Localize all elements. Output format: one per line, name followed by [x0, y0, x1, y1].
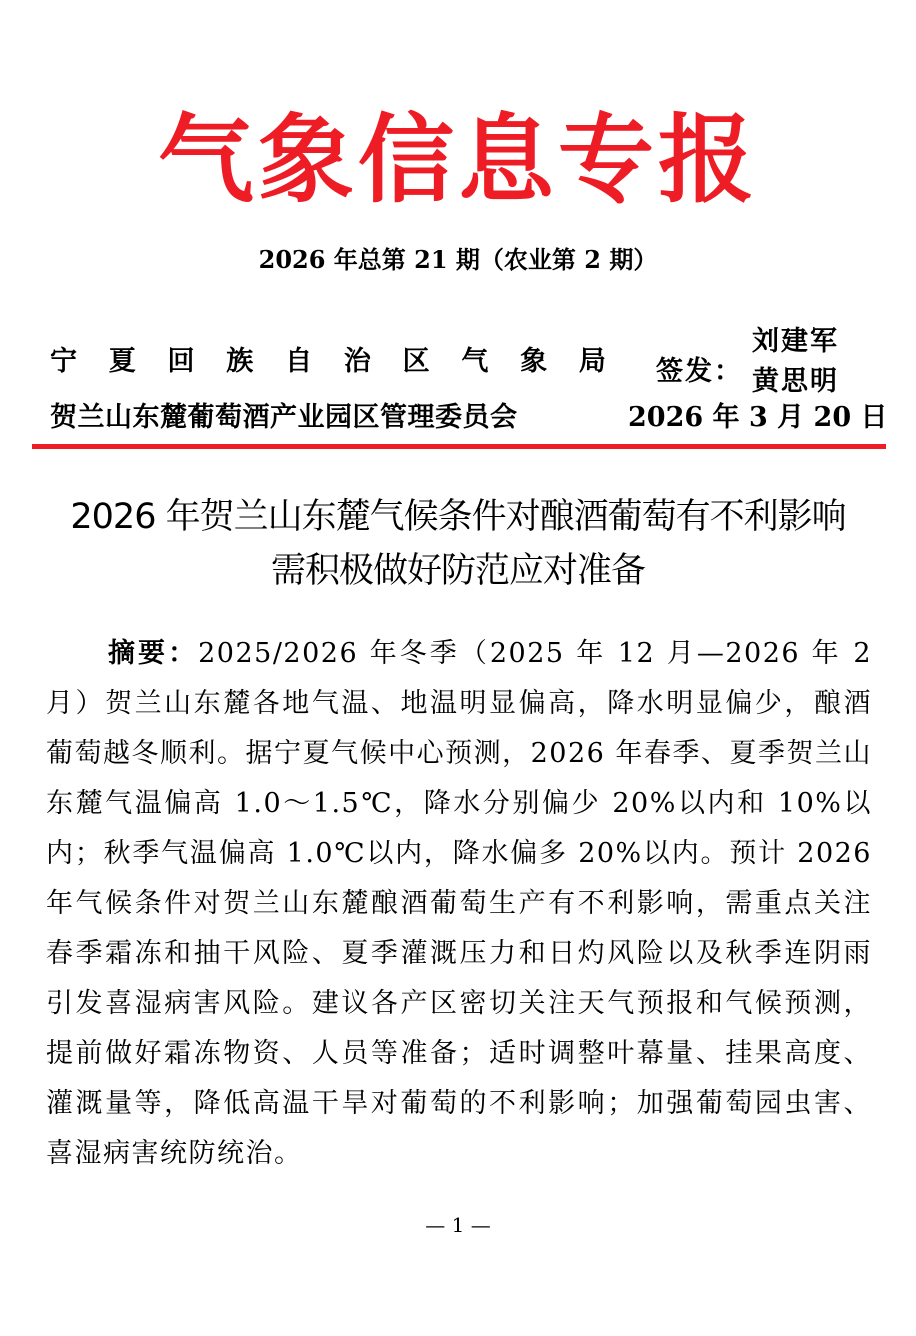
org-char: 自: [285, 346, 313, 377]
org-char: 族: [226, 346, 254, 377]
signer-name: 黄思明: [752, 366, 839, 397]
org-char: 宁: [50, 346, 77, 377]
article-title: [20, 490, 896, 598]
org-char: 区: [402, 346, 430, 377]
article-title-line: 需积极做好防范应对准备: [270, 551, 645, 591]
summary-paragraph: [46, 629, 872, 1179]
org-char: 象: [520, 346, 548, 377]
red-divider: [32, 444, 886, 449]
org-char: 局: [578, 346, 606, 377]
article-title-line: 2026 年贺兰山东麓气候条件对酿酒葡萄有不利影响: [70, 497, 846, 537]
signer-name: 刘建军: [752, 326, 839, 357]
page-number: — 1 —: [425, 1213, 491, 1237]
summary-label: 摘要：: [108, 638, 199, 669]
org-char: 夏: [108, 346, 136, 377]
issue-number: 2026 年总第 21 期（农业第 2 期）: [258, 245, 658, 274]
org-char: 回: [167, 346, 195, 377]
issuer-org-weather-bureau: [50, 342, 606, 382]
masthead-title: 气象信息专报: [158, 104, 758, 216]
issue-date: 2026 年 3 月 20 日: [628, 402, 888, 433]
issuer-org-wine-industry-committee: 贺兰山东麓葡萄酒产业园区管理委员会: [50, 402, 518, 433]
summary-text: 2025/2026 年冬季（2025 年 12 月—2026 年 2 月）贺兰山东麓各地气温、地温明显偏高，降水明显偏少，酿酒葡萄越冬顺利。据宁夏气候中心预测，2026 年春季、夏季贺兰山东麓气温偏高 1.0～1.5℃，降水分别偏少 20%以内和 10%以内；秋季气温偏高 1.0℃以内，降水偏多 20%以内。预计 2026 年气候条件对贺兰山东麓酿酒葡萄生产有不利影响，需重点关注春季霜冻和抽干风险、夏季灌溉压力和日灼风险以及秋季连阴雨引发喜湿病害风险。建议各产区密切关注天气预报和气候预测，提前做好霜冻物资、人员等准备；适时调整叶幕量、挂果高度、灌溉量等，降低高温干旱对葡萄的不利影响；加强葡萄园虫害、喜湿病害统防统治。: [46, 638, 873, 1169]
sign-label: 签发：: [656, 356, 743, 387]
org-char: 治: [343, 346, 371, 377]
org-char: 气: [461, 346, 489, 377]
